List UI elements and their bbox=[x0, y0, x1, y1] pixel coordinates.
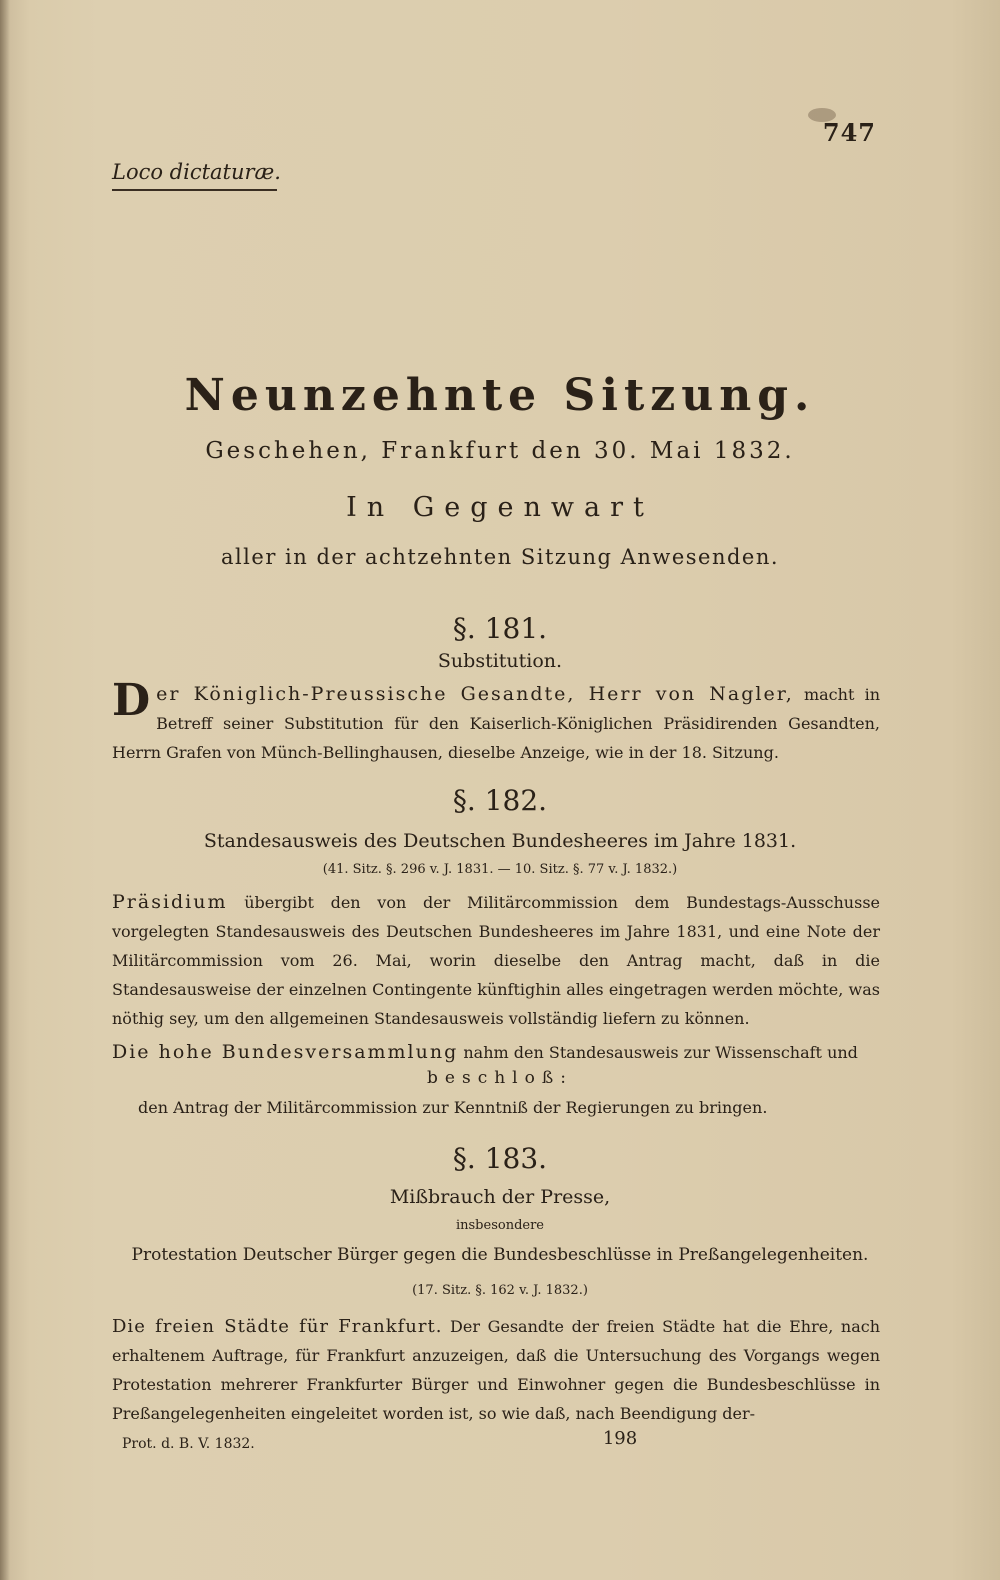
assembly-text: nahm den Standesausweis zur Wissenschaft und bbox=[463, 1043, 858, 1062]
section-183-reference: (17. Sitz. §. 162 v. J. 1832.) bbox=[412, 1283, 588, 1298]
section-181-text: macht in Betreff seiner Substitution für den Kaiserlich-Königlichen Präsidirenden Gesandten, Herrn Grafen von Münch-Bellinghausen, dieselbe Anzeige, wie in der 18. Sitzung. bbox=[112, 685, 880, 762]
section-183-subtitle: Protestation Deutscher Bürger gegen die Bundesbeschlüsse in Preßangelegenheiten. bbox=[131, 1245, 869, 1265]
section-181-paragraph bbox=[112, 675, 880, 767]
section-183-text: Der Gesandte der freien Städte hat die Ehre, nach erhaltenem Auftrage, für Frankfurt anzuzeigen, daß die Untersuchung des Vorgangs wegen Protestation mehrerer Frankfurter Bürger und Einwohner gegen die Bundesbeschlüsse in Preßangelegenheiten eingeleitet worden ist, so wie daß, nach Beendigung der- bbox=[112, 1317, 880, 1423]
footer-protocol-reference: Prot. d. B. V. 1832. bbox=[122, 1436, 255, 1452]
section-182-reference: (41. Sitz. §. 296 v. J. 1831. — 10. Sitz. §. 77 v. J. 1832.) bbox=[322, 862, 678, 877]
section-181-title: Substitution. bbox=[437, 650, 563, 672]
section-181-dropcap: D bbox=[112, 675, 151, 726]
resolved-heading: beschloß: bbox=[427, 1068, 573, 1088]
section-181-number: §. 181. bbox=[452, 612, 548, 645]
assembly-paragraph bbox=[112, 1038, 880, 1067]
section-183-title: Mißbrauch der Presse, bbox=[389, 1186, 611, 1208]
section-182-number: §. 182. bbox=[452, 784, 548, 817]
section-182-paragraph bbox=[112, 888, 880, 1033]
section-183-lead: Die freien Städte für Frankfurt. bbox=[112, 1316, 443, 1337]
footer-signature-number: 198 bbox=[602, 1428, 638, 1449]
section-183-number: §. 183. bbox=[452, 1142, 548, 1175]
presence-heading: In Gegenwart bbox=[346, 492, 654, 523]
section-183-paragraph bbox=[112, 1312, 880, 1428]
section-182-lead: Präsidium bbox=[112, 891, 228, 913]
section-182-title: Standesausweis des Deutschen Bundesheeres im Jahre 1831. bbox=[203, 830, 797, 852]
section-181-lead: er Königlich-Preussische Gesandte, Herr von Nagler, bbox=[156, 683, 794, 705]
section-182-text: übergibt den von der Militärcommission dem Bundestags-Ausschusse vorgelegten Standesausweis des Deutschen Bundesheeres im Jahre 1831, und eine Note der Militärcommission vom 26. Mai, worin dieselbe den Antrag macht, daß in die Standesausweise der einzelnen Contingente künftighin alles eingetragen werden möchte, was nöthig sey, um den allgemeinen Standesausweis vollständig liefern zu können. bbox=[112, 893, 880, 1028]
loco-underline bbox=[112, 189, 277, 191]
loco-dictaturae-note: Loco dictaturæ. bbox=[112, 160, 281, 184]
assembly-lead: Die hohe Bundesversammlung bbox=[112, 1041, 459, 1063]
resolution-text: den Antrag der Militärcommission zur Kenntniß der Regierungen zu bringen. bbox=[138, 1098, 768, 1117]
session-title: Neunzehnte Sitzung. bbox=[184, 370, 816, 421]
page-number: 747 bbox=[822, 118, 876, 147]
presence-subline: aller in der achtzehnten Sitzung Anwesenden. bbox=[220, 545, 780, 569]
section-183-subtitle-small: insbesondere bbox=[455, 1218, 544, 1233]
session-date-line: Geschehen, Frankfurt den 30. Mai 1832. bbox=[205, 438, 795, 464]
